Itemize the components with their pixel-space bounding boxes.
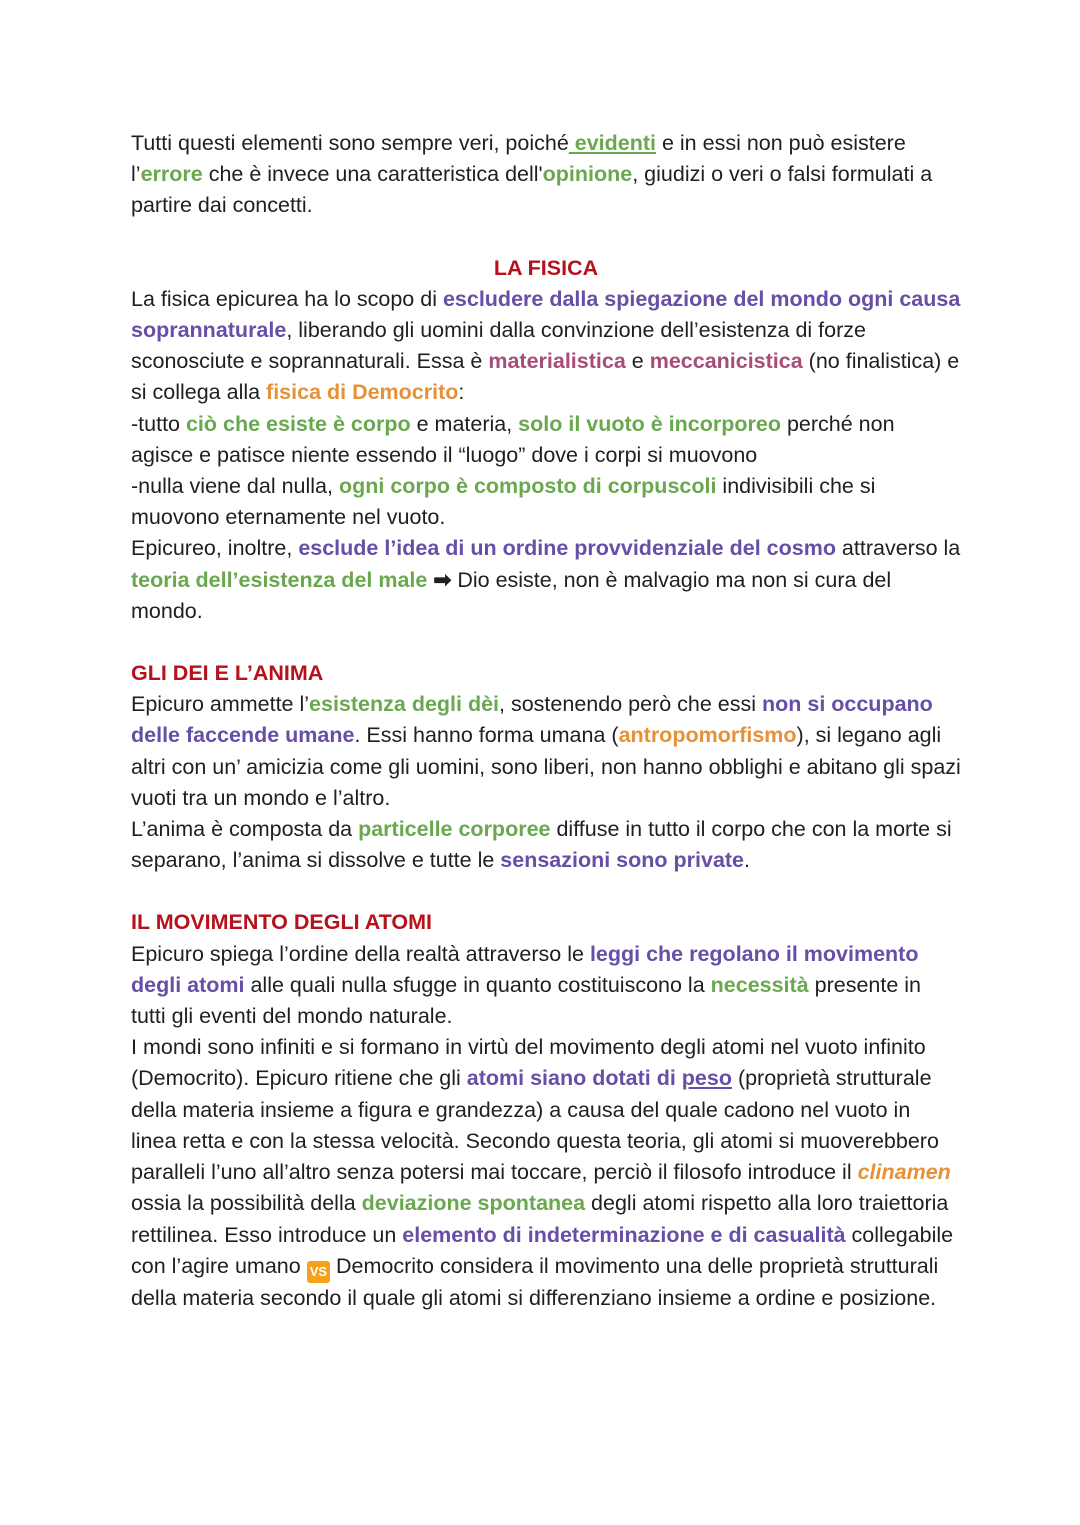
heading-movimento-atomi: IL MOVIMENTO DEGLI ATOMI: [131, 910, 433, 935]
keyword-esistenza-dei: esistenza degli dèi: [309, 692, 500, 717]
keyword-corpo: ciò che esiste è corpo: [185, 411, 411, 436]
fisica-bullet-1: -tutto ciò che esiste è corpo e materia, solo il vuoto è incorporeo perché non agisce e patisce niente essendo il “luogo” dove i corpi si muovono: [131, 411, 895, 467]
keyword-indeterminazione: elemento di indeterminazione e di casualità: [402, 1222, 846, 1247]
vs-badge-icon: VS: [307, 1261, 330, 1283]
heading-dei-anima: GLI DEI E L’ANIMA: [131, 661, 324, 686]
atomi-paragraph-2: I mondi sono infiniti e si formano in virtù del movimento degli atomi nel vuoto infinito (Democrito). Epicuro ritiene che gli atomi siano dotati di peso (proprietà strutturale della materia insieme a figura e grandezza) a causa del quale cadono nel vuoto in linea retta e con la stessa velocità. Secondo questa teoria, gli atomi si muoverebbero paralleli l’uno all’altro senza potersi mai toccare, perciò il filosofo introduce il clinamen ossia la possibilità della deviazione spontanea degli atomi rispetto alla loro traiettoria rettilinea. Esso introduce un elemento di indeterminazione e di casualità collegabile con l’agire umano VS Democrito considera il movimento una delle proprietà strutturali della materia secondo il quale gli atomi si differenziano insieme a ordine e posizione.: [131, 1035, 954, 1310]
fisica-paragraph-2: Epicureo, inoltre, esclude l’idea di un ordine provvidenziale del cosmo attraverso la teoria dell’esistenza del male ➡ Dio esiste, non è malvagio ma non si cura del mondo.: [131, 536, 961, 623]
document-page: [131, 128, 961, 1314]
heading-la-fisica: LA FISICA: [493, 255, 599, 280]
keyword-materialistica: materialistica: [488, 349, 626, 374]
keyword-peso: peso: [681, 1066, 732, 1091]
keyword-fisica-democrito: fisica di Democrito: [266, 380, 459, 405]
fisica-bullet-2: -nulla viene dal nulla, ogni corpo è composto di corpuscoli indivisibili che si muovono eternamente nel vuoto.: [131, 474, 876, 530]
keyword-errore: errore: [140, 162, 203, 187]
atomi-paragraph: Epicuro spiega l’ordine della realtà attraverso le leggi che regolano il movimento degli atomi alle quali nulla sfugge in quanto costituiscono la necessità presente in tutti gli eventi del mondo naturale.: [131, 941, 922, 1029]
keyword-antropomorfismo: antropomorfismo: [618, 723, 797, 748]
keyword-faccende-umane: non si occupano delle faccende umane: [131, 692, 933, 748]
keyword-evidenti: evidenti: [568, 131, 656, 155]
anima-paragraph: L’anima è composta da particelle corporee diffuse in tutto il corpo che con la morte si separano, l’anima si dissolve e tutte le sensazioni sono private.: [131, 817, 952, 873]
keyword-clinamen: clinamen: [857, 1160, 951, 1185]
keyword-meccanicistica: meccanicistica: [649, 349, 803, 374]
keyword-atomi-dotati: atomi siano dotati di: [466, 1066, 682, 1091]
keyword-ordine-provvidenziale: esclude l’idea di un ordine provvidenziale del cosmo: [298, 536, 836, 561]
keyword-corpuscoli: ogni corpo è composto di corpuscoli: [338, 474, 717, 499]
fisica-paragraph: La fisica epicurea ha lo scopo di escludere dalla spiegazione del mondo ogni causa soprannaturale, liberando gli uomini dalla convinzione dell’esistenza di forze sconosciute e soprannaturali. Essa è materialistica e meccanicistica (no finalistica) e si collega alla fisica di Democrito:: [131, 286, 961, 405]
intro-paragraph: Tutti questi elementi sono sempre veri, poiché evidenti e in essi non può esistere l’errore che è invece una caratteristica dell'opinione, giudizi o veri o falsi formulati a partire dai concetti.: [131, 131, 933, 218]
keyword-particelle: particelle corporee: [358, 817, 551, 842]
keyword-deviazione: deviazione spontanea: [361, 1191, 586, 1216]
keyword-sensazioni: sensazioni sono private: [500, 848, 745, 873]
keyword-escludere: escludere dalla spiegazione del mondo ogni causa soprannaturale: [131, 286, 961, 343]
right-arrow-icon: ➡: [433, 567, 452, 592]
keyword-necessita: necessità: [710, 972, 809, 997]
keyword-teoria-male: teoria dell’esistenza del male: [131, 567, 428, 592]
keyword-leggi: leggi che regolano il movimento degli atomi: [131, 941, 919, 997]
keyword-vuoto: solo il vuoto è incorporeo: [518, 411, 781, 436]
keyword-opinione: opinione: [542, 162, 633, 187]
dei-paragraph: Epicuro ammette l’esistenza degli dèi, sostenendo però che essi non si occupano delle faccende umane. Essi hanno forma umana (antropomorfismo), si legano agli altri con un’ amicizia come gli uomini, sono liberi, non hanno obblighi e abitano gli spazi vuoti tra un mondo e l’altro.: [131, 692, 961, 810]
